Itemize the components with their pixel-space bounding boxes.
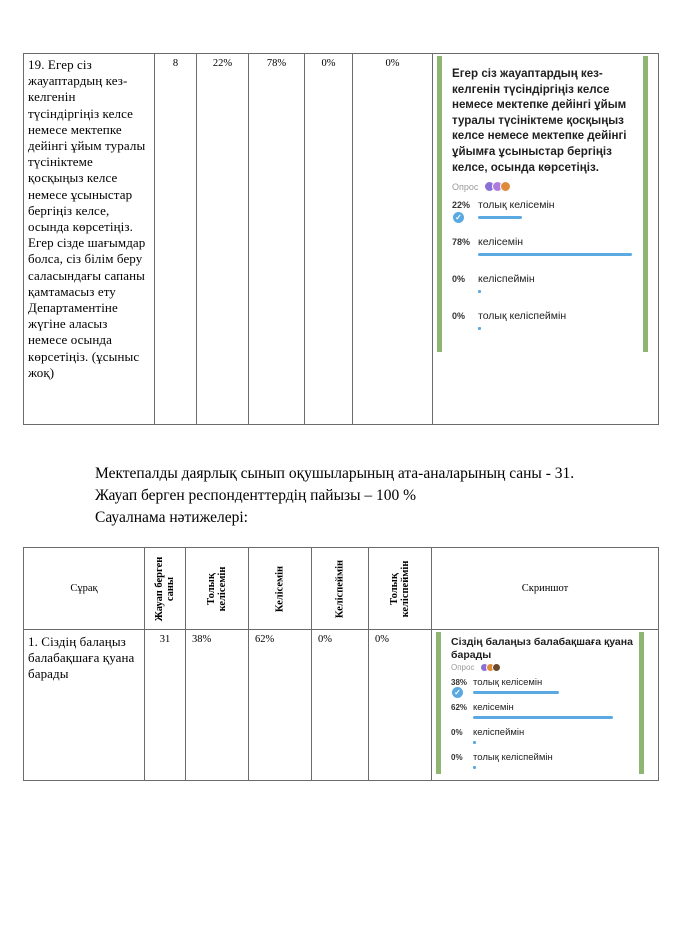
poll-options (451, 678, 633, 778)
disagree-cell: 0% (305, 54, 353, 425)
poll-option[interactable] (452, 311, 642, 348)
strongly-disagree-cell: 0% (369, 630, 432, 781)
poll-option-bar (478, 327, 481, 330)
poll-option[interactable] (451, 728, 639, 753)
intro-line-1: Мектепалды даярлық сынып оқушыларының ата-аналарының саны - 31. (95, 465, 575, 482)
poll-option-label: келіспеймін (473, 727, 525, 738)
poll-screenshot (437, 56, 648, 352)
poll-meta (451, 663, 633, 672)
avatar (500, 181, 511, 192)
voter-avatars (483, 663, 501, 672)
table-row (24, 630, 659, 781)
table-row (24, 54, 659, 425)
header-strongly-agree: Толық келісемін (186, 548, 249, 630)
poll-option-label: келісемін (473, 702, 514, 713)
poll-option-percent: 78% (452, 237, 471, 248)
poll-option-bar (478, 216, 522, 219)
poll-label: Опрос (452, 181, 479, 192)
poll-question: Егер сіз жауаптардың кез-келгенін түсіндіргіңіз келсе немесе мектепке дейінгі ұйым туралы түсініктеме қосқыңыз келсе немесе мектепке дейінгі ұйымға ұсыныстар бергіңіз келсе, осында көрсетіңіз. (452, 67, 627, 174)
poll-option[interactable] (452, 274, 642, 311)
poll-option[interactable] (451, 753, 639, 778)
poll-option-label: толық келіспеймін (473, 752, 553, 763)
poll-meta (452, 181, 635, 192)
avatar (492, 663, 501, 672)
poll-option-bar (473, 716, 613, 719)
header-respondents: Жауап берген саны (145, 548, 186, 630)
respondents-cell: 8 (155, 54, 197, 425)
agree-cell: 78% (249, 54, 305, 425)
check-icon: ✓ (452, 687, 463, 698)
intro-line-2: Жауап берген респонденттердің пайызы – 100 % (95, 487, 417, 504)
poll-option[interactable] (452, 237, 642, 274)
question-cell: 19. Егер сіз жауаптардың кез-келгенін түсіндіргіңіз келсе немесе мектепке дейінгі ұйым туралы түсініктеме қосқыңыз келсе немесе ұсыныстар бергіңіз келсе, осында көрсетіңіз. Егер сізде шағымдар болса, сіз білім беру саласындағы сапаны қамтамасыз ету Департаментіне жүгіне аласыз немесе осында көрсетіңіз. (ұсыныс жоқ) (24, 54, 155, 425)
poll-option-label: келіспеймін (478, 273, 535, 286)
voter-avatars (487, 181, 511, 192)
poll-option-percent: 0% (452, 311, 466, 322)
header-question: Сұрақ (24, 548, 145, 630)
poll-option-percent: 22% (452, 200, 471, 211)
strongly-agree-cell: 22% (197, 54, 249, 425)
screenshot-cell (433, 54, 659, 425)
poll-option-bar (473, 741, 476, 744)
poll-screenshot (436, 632, 644, 774)
poll-option-percent: 0% (451, 728, 463, 737)
header-disagree: Келіспеймін (312, 548, 369, 630)
screenshot-cell (432, 630, 659, 781)
poll-option[interactable] (451, 678, 639, 703)
poll-option-label: толық келісемін (478, 199, 555, 212)
poll-question: Сіздің балаңыз балабақшаға қуана барады (451, 636, 633, 661)
question-cell: 1. Сіздің балаңыз балабақшаға қуана барады (24, 630, 145, 781)
intro-line-3: Сауалнама нәтижелері: (95, 509, 248, 526)
disagree-cell: 0% (312, 630, 369, 781)
agree-cell: 62% (249, 630, 312, 781)
strongly-disagree-cell: 0% (353, 54, 433, 425)
header-agree: Келісемін (249, 548, 312, 630)
header-screenshot: Скриншот (432, 548, 659, 630)
poll-option-bar (478, 253, 632, 256)
poll-option[interactable] (451, 703, 639, 728)
poll-option-percent: 62% (451, 703, 468, 712)
check-icon: ✓ (453, 212, 464, 223)
survey-table-1 (23, 53, 659, 425)
table-header-row (24, 548, 659, 630)
poll-option-bar (473, 691, 559, 694)
header-strongly-disagree: Толық келіспеймін (369, 548, 432, 630)
poll-option-percent: 38% (451, 678, 468, 687)
poll-option-bar (473, 766, 476, 769)
poll-option-label: келісемін (478, 236, 524, 249)
poll-option[interactable] (452, 200, 642, 237)
poll-label: Опрос (451, 663, 475, 672)
poll-options (452, 200, 635, 350)
strongly-agree-cell: 38% (186, 630, 249, 781)
poll-option-label: толық келісемін (473, 677, 543, 688)
poll-option-percent: 0% (451, 753, 463, 762)
poll-option-bar (478, 290, 481, 293)
respondents-cell: 31 (145, 630, 186, 781)
poll-option-label: толық келіспеймін (478, 310, 567, 323)
survey-table-2 (23, 547, 659, 781)
poll-option-percent: 0% (452, 274, 466, 285)
